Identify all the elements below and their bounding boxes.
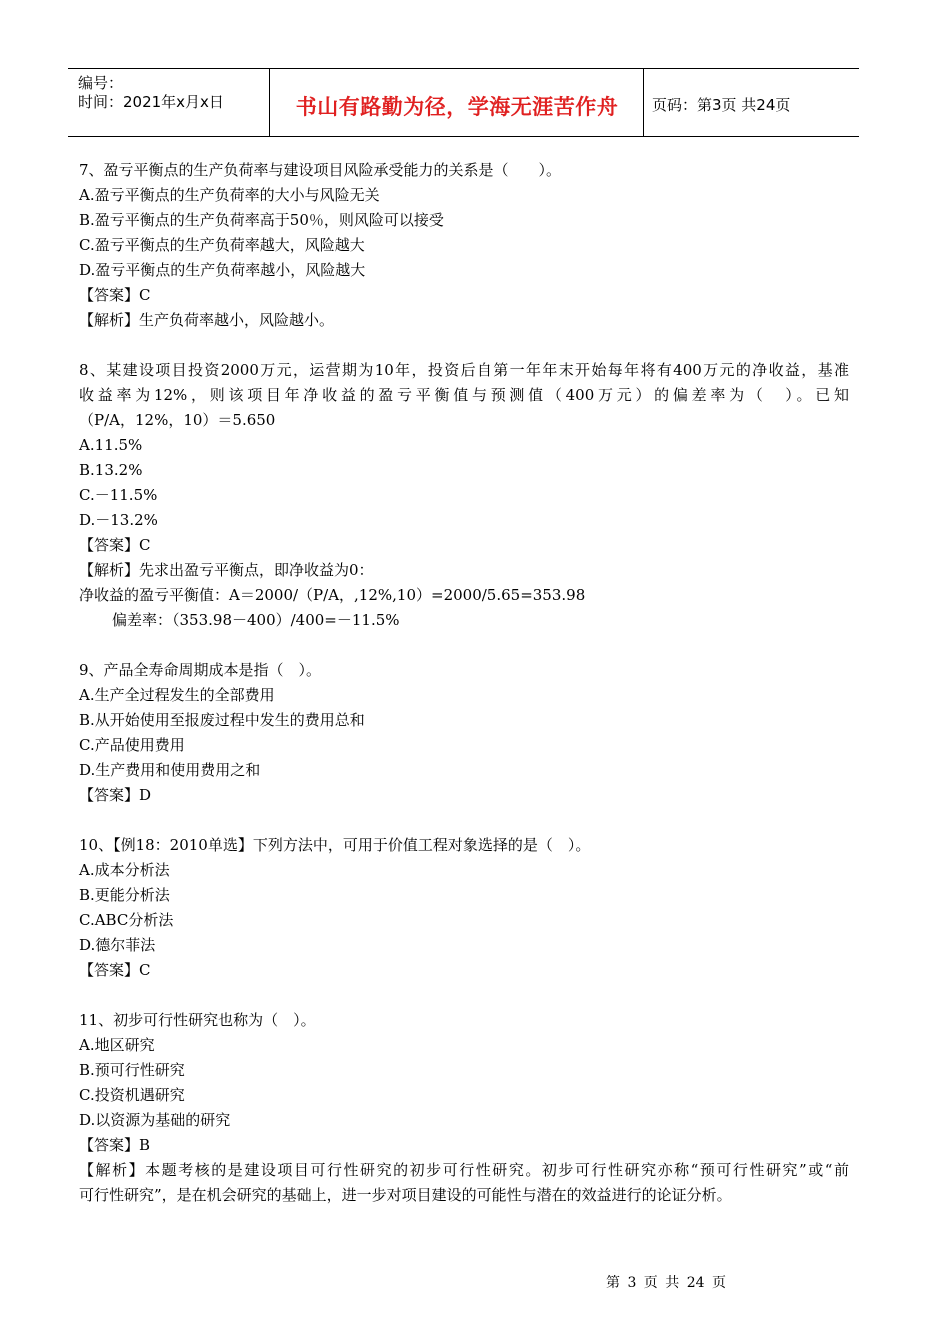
motto: 书山有路勤为径，学海无涯苦作舟 bbox=[295, 95, 619, 119]
answer: 【答案】C bbox=[79, 961, 151, 979]
question-9 bbox=[79, 658, 849, 808]
option: D.德尔菲法 bbox=[79, 936, 156, 954]
answer: 【答案】C bbox=[79, 286, 151, 304]
question-7 bbox=[79, 158, 849, 333]
question-stem: 11、初步可行性研究也称为（ ）。 bbox=[79, 1011, 316, 1029]
option: D.生产费用和使用费用之和 bbox=[79, 761, 261, 779]
option: C.产品使用费用 bbox=[79, 736, 185, 754]
option: C.投资机遇研究 bbox=[79, 1086, 185, 1104]
option: D.－13.2% bbox=[79, 511, 158, 529]
question-8 bbox=[79, 358, 849, 633]
question-stem: 10、【例18：2010单选】下列方法中，可用于价值工程对象选择的是（ ）。 bbox=[79, 836, 591, 854]
question-stem: 收益率为12%，则该项目年净收益的盈亏平衡值与预测值（400万元）的偏差率为（ ）。已知 bbox=[79, 386, 849, 404]
option: B.13.2% bbox=[79, 461, 143, 479]
analysis: 偏差率：（353.98－400）/400=－11.5% bbox=[112, 611, 400, 629]
answer: 【答案】C bbox=[79, 536, 151, 554]
question-11 bbox=[79, 1008, 849, 1208]
analysis: 可行性研究”，是在机会研究的基础上，进一步对项目建设的可能性与潜在的效益进行的论证分析。 bbox=[79, 1186, 732, 1204]
analysis: 【解析】生产负荷率越小，风险越小。 bbox=[79, 311, 335, 329]
option: C.ABC分析法 bbox=[79, 911, 174, 929]
answer: 【答案】D bbox=[79, 786, 152, 804]
question-stem: 7、盈亏平衡点的生产负荷率与建设项目风险承受能力的关系是（ ）。 bbox=[79, 161, 562, 179]
option: D.盈亏平衡点的生产负荷率越小，风险越大 bbox=[79, 261, 366, 279]
question-stem: 8、某建设项目投资2000万元，运营期为10年，投资后自第一年年末开始每年将有400万元的净收益，基准 bbox=[79, 361, 849, 379]
question-10 bbox=[79, 833, 849, 983]
option: B.从开始使用至报废过程中发生的费用总和 bbox=[79, 711, 365, 729]
analysis: 净收益的盈亏平衡值：A＝2000/（P/A，,12%,10）=2000/5.65=353.98 bbox=[79, 586, 586, 604]
option: C.－11.5% bbox=[79, 486, 158, 504]
option: A.盈亏平衡点的生产负荷率的大小与风险无关 bbox=[79, 186, 380, 204]
page-footer: 第 3 页 共 24 页 bbox=[606, 1275, 726, 1291]
option: A.生产全过程发生的全部费用 bbox=[79, 686, 275, 704]
question-list bbox=[79, 158, 849, 1208]
option: B.更能分析法 bbox=[79, 886, 170, 904]
option: A.成本分析法 bbox=[79, 861, 170, 879]
analysis: 【解析】先求出盈亏平衡点，即净收益为0： bbox=[79, 561, 374, 579]
option: B.预可行性研究 bbox=[79, 1061, 185, 1079]
answer: 【答案】B bbox=[79, 1136, 151, 1154]
time-label: 时间：2021年x月x日 bbox=[78, 93, 224, 111]
question-stem: 9、产品全寿命周期成本是指（ ）。 bbox=[79, 661, 322, 679]
page-header bbox=[68, 68, 859, 137]
option: A.地区研究 bbox=[79, 1036, 155, 1054]
page-info: 页码：第3页 共24页 bbox=[652, 96, 791, 114]
option: D.以资源为基础的研究 bbox=[79, 1111, 231, 1129]
option: C.盈亏平衡点的生产负荷率越大，风险越大 bbox=[79, 236, 365, 254]
option: A.11.5% bbox=[79, 436, 143, 454]
analysis: 【解析】本题考核的是建设项目可行性研究的初步可行性研究。初步可行性研究亦称“预可行性研究”或“前 bbox=[79, 1161, 849, 1179]
number-label: 编号： bbox=[78, 74, 124, 92]
option: B.盈亏平衡点的生产负荷率高于50％，则风险可以接受 bbox=[79, 211, 444, 229]
question-stem: （P/A，12%，10）＝5.650 bbox=[79, 411, 276, 429]
